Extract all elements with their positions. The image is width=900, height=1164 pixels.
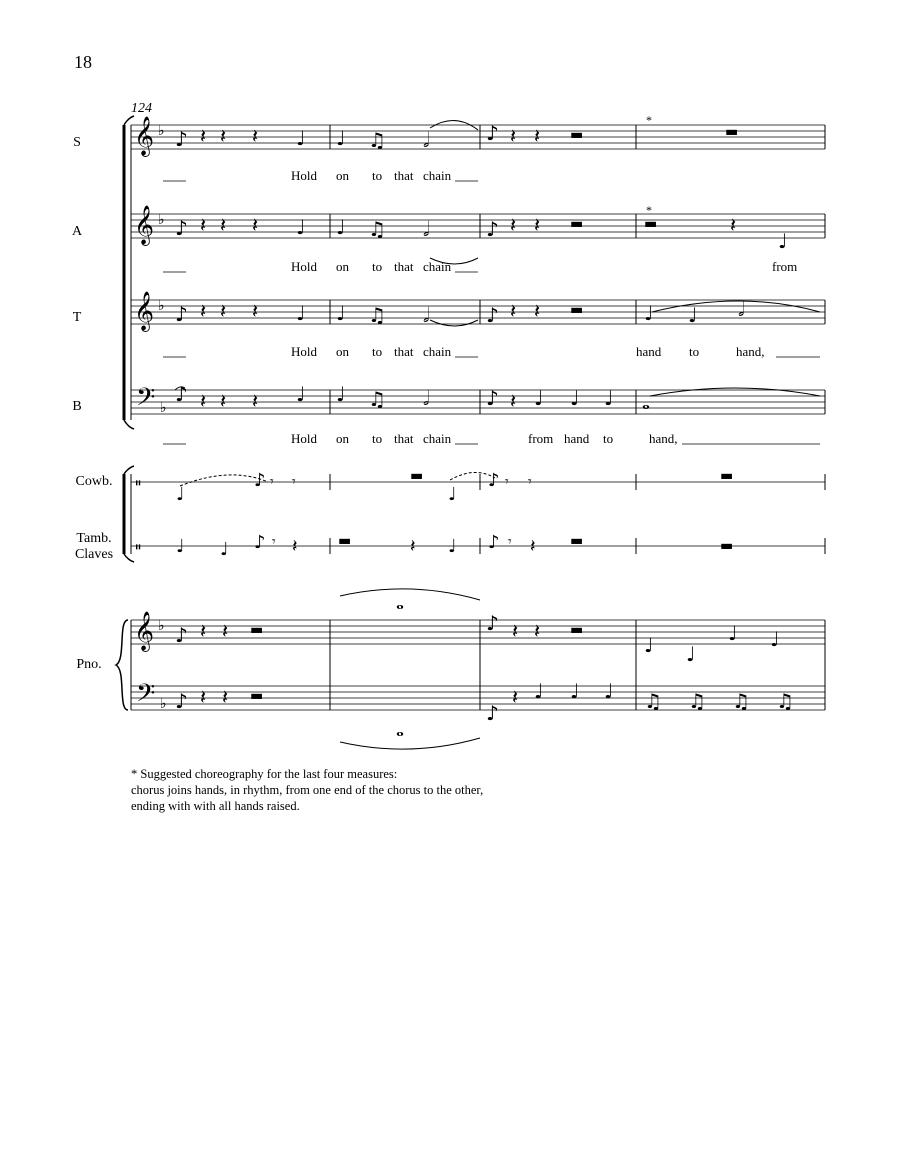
svg-text:♩: ♩ [336, 301, 346, 325]
lyric-bass: that [394, 431, 414, 446]
svg-text:𝅗𝅥: 𝅗𝅥 [423, 386, 430, 410]
staff-alto [131, 214, 825, 238]
part-label-claves: Claves [74, 547, 114, 562]
svg-text:𝄾: 𝄾 [272, 534, 276, 550]
svg-text:♩: ♩ [296, 301, 306, 325]
svg-text:𝄽: 𝄽 [292, 536, 298, 557]
svg-text:♫: ♫ [644, 689, 662, 713]
svg-text:♩: ♩ [296, 126, 306, 150]
lyric-bass: hand, [649, 431, 678, 446]
flat-key-icon: ♭ [158, 298, 165, 314]
svg-text:♩: ♩ [176, 484, 185, 505]
svg-text:𝄽: 𝄽 [534, 124, 541, 148]
bass-clef-icon: 𝄢 [136, 383, 156, 418]
svg-text:𝄽: 𝄽 [534, 619, 541, 643]
svg-text:♩: ♩ [688, 303, 698, 327]
svg-text:♪: ♪ [486, 386, 499, 410]
voice-notes [175, 121, 787, 414]
svg-text:▬: ▬ [725, 124, 739, 140]
svg-text:𝄽: 𝄽 [222, 619, 229, 643]
staff-piano-left [131, 686, 825, 710]
svg-text:𝄽: 𝄽 [220, 299, 227, 323]
svg-text:♩: ♩ [644, 633, 654, 657]
svg-text:𝄾: 𝄾 [508, 534, 512, 550]
lyric-alto: to [372, 259, 383, 274]
svg-text:▬: ▬ [570, 622, 584, 638]
lyric-bass: from [528, 431, 554, 446]
bass-clef-icon: 𝄢 [136, 679, 156, 714]
svg-text:𝄽: 𝄽 [220, 213, 227, 237]
svg-text:𝄽: 𝄽 [512, 619, 519, 643]
svg-text:𝅝: 𝅝 [396, 717, 404, 741]
svg-text:♪: ♪ [486, 217, 499, 241]
piano-brace [116, 620, 128, 710]
lyric-bass: hand [564, 431, 590, 446]
svg-text:♩: ♩ [644, 301, 654, 325]
svg-text:▬: ▬ [570, 127, 584, 143]
svg-text:♪: ♪ [488, 470, 500, 491]
svg-text:𝄽: 𝄽 [200, 619, 207, 643]
lyric-alto: chain [423, 259, 452, 274]
svg-text:♩: ♩ [534, 386, 544, 410]
svg-text:▬: ▬ [338, 533, 352, 549]
lyric-soprano: to [372, 168, 383, 183]
svg-text:▬: ▬ [570, 533, 584, 549]
part-label-cowbell: Cowb. [75, 474, 113, 489]
lyric-soprano: on [336, 168, 349, 183]
lyric-soprano: Hold [291, 168, 317, 183]
svg-text:♩: ♩ [336, 126, 346, 150]
svg-text:♪: ♪ [175, 689, 188, 713]
svg-text:▬: ▬ [720, 538, 734, 554]
staff-bass [131, 390, 825, 414]
svg-text:𝄽: 𝄽 [200, 685, 207, 709]
treble-clef-icon: 𝄞 [134, 205, 155, 245]
svg-text:𝄽: 𝄽 [410, 536, 416, 557]
svg-text:♩: ♩ [296, 382, 306, 406]
flat-key-icon: ♭ [158, 212, 165, 228]
footnote-line: ending with with all hands raised. [131, 799, 300, 813]
part-label-soprano: S [73, 135, 81, 150]
svg-text:𝄽: 𝄽 [252, 213, 259, 237]
svg-text:♪: ♪ [486, 611, 499, 635]
svg-text:𝅗𝅥: 𝅗𝅥 [423, 128, 430, 152]
svg-text:𝄽: 𝄽 [530, 536, 536, 557]
part-label-bass: B [72, 399, 82, 414]
svg-text:♩: ♩ [336, 215, 346, 239]
svg-text:𝅝: 𝅝 [642, 390, 650, 414]
lyric-soprano: chain [423, 168, 452, 183]
svg-text:𝅗𝅥: 𝅗𝅥 [423, 303, 430, 327]
svg-text:♪: ♪ [488, 532, 500, 553]
lyric-bass: Hold [291, 431, 317, 446]
svg-text:𝅝: 𝅝 [396, 590, 404, 614]
svg-text:𝄽: 𝄽 [220, 389, 227, 413]
svg-text:𝄽: 𝄽 [510, 124, 517, 148]
svg-text:♫: ♫ [732, 689, 750, 713]
svg-text:𝄾: 𝄾 [292, 474, 296, 490]
choreography-marker: * [646, 203, 652, 217]
svg-text:▬: ▬ [570, 302, 584, 318]
svg-text:▬: ▬ [720, 468, 734, 484]
svg-text:𝄾: 𝄾 [528, 474, 532, 490]
svg-text:𝄽: 𝄽 [512, 685, 519, 709]
lyric-alto: on [336, 259, 349, 274]
svg-text:▬: ▬ [570, 216, 584, 232]
svg-text:𝄽: 𝄽 [252, 389, 259, 413]
lyric-bass: to [603, 431, 614, 446]
svg-text:♩: ♩ [296, 215, 306, 239]
svg-text:𝄽: 𝄽 [534, 213, 541, 237]
lyric-tenor: that [394, 344, 414, 359]
part-label-tambourine: Tamb. [76, 531, 112, 546]
lyric-tenor: to [372, 344, 383, 359]
svg-text:𝄽: 𝄽 [200, 124, 207, 148]
part-label-alto: A [71, 224, 83, 239]
svg-text:♪: ♪ [175, 382, 188, 406]
footnote-line: chorus joins hands, in rhythm, from one end of the chorus to the other, [131, 783, 484, 797]
svg-text:♩: ♩ [570, 679, 580, 703]
page-number: 18 [74, 52, 92, 72]
svg-text:▬: ▬ [250, 622, 264, 638]
svg-text:♫: ♫ [368, 303, 386, 327]
svg-text:♩: ♩ [336, 382, 346, 406]
svg-text:♫: ♫ [688, 689, 706, 713]
part-label-piano: Pno. [76, 657, 102, 672]
svg-text:♪: ♪ [175, 623, 188, 647]
ties [175, 120, 820, 749]
treble-clef-icon: 𝄞 [134, 611, 155, 651]
lyric-tenor: chain [423, 344, 452, 359]
svg-text:𝄽: 𝄽 [510, 389, 517, 413]
treble-clef-icon: 𝄞 [134, 116, 155, 156]
svg-text:𝄽: 𝄽 [220, 124, 227, 148]
svg-text:𝄽: 𝄽 [510, 299, 517, 323]
svg-text:𝄽: 𝄽 [222, 685, 229, 709]
staff-soprano [131, 125, 825, 149]
svg-text:𝄾: 𝄾 [505, 474, 509, 490]
lyric-tenor: hand [636, 344, 662, 359]
svg-text:𝄽: 𝄽 [200, 389, 207, 413]
svg-text:♪: ♪ [254, 532, 266, 553]
svg-text:♩: ♩ [686, 642, 696, 666]
piano-notes [175, 590, 794, 741]
staff-piano-right [131, 620, 825, 644]
lyric-alto: Hold [291, 259, 317, 274]
svg-text:𝄽: 𝄽 [510, 213, 517, 237]
flat-key-icon: ♭ [158, 618, 165, 634]
lyric-bass: to [372, 431, 383, 446]
svg-text:𝅗𝅥: 𝅗𝅥 [423, 217, 430, 241]
svg-text:▬: ▬ [250, 688, 264, 704]
svg-text:♫: ♫ [776, 689, 794, 713]
flat-key-icon: ♭ [160, 696, 167, 712]
svg-text:𝅗𝅥: 𝅗𝅥 [738, 297, 745, 321]
svg-text:𝄽: 𝄽 [534, 299, 541, 323]
choreography-marker: * [646, 113, 652, 127]
svg-text:▬: ▬ [410, 468, 424, 484]
lyric-soprano: that [394, 168, 414, 183]
footnote [131, 766, 691, 814]
lyric-alto: that [394, 259, 414, 274]
svg-text:♪: ♪ [254, 470, 266, 491]
svg-text:♩: ♩ [448, 536, 457, 557]
svg-text:♪: ♪ [175, 302, 188, 326]
flat-key-icon: ♭ [160, 400, 167, 416]
svg-text:𝄽: 𝄽 [252, 299, 259, 323]
measure-number: 124 [131, 101, 152, 116]
lyric-tenor: Hold [291, 344, 317, 359]
lyric-bass: chain [423, 431, 452, 446]
svg-text:♩: ♩ [570, 386, 580, 410]
lyric-tenor: on [336, 344, 349, 359]
svg-text:♫: ♫ [368, 128, 386, 152]
lyric-bass: on [336, 431, 349, 446]
svg-text:𝄽: 𝄽 [200, 213, 207, 237]
svg-text:𝄽: 𝄽 [252, 124, 259, 148]
svg-text:𝄽: 𝄽 [730, 213, 737, 237]
percussion-clef-icon: 𝄥 [136, 540, 141, 556]
svg-text:♪: ♪ [486, 303, 499, 327]
svg-text:▬: ▬ [644, 216, 658, 232]
svg-text:♩: ♩ [604, 386, 614, 410]
svg-text:♩: ♩ [604, 679, 614, 703]
svg-text:♩: ♩ [728, 621, 738, 645]
svg-text:𝄽: 𝄽 [200, 299, 207, 323]
svg-text:♪: ♪ [486, 701, 499, 725]
svg-text:♫: ♫ [368, 217, 386, 241]
svg-text:♩: ♩ [534, 679, 544, 703]
svg-text:♩: ♩ [770, 627, 780, 651]
svg-text:♩: ♩ [176, 536, 185, 557]
svg-text:♩: ♩ [448, 484, 457, 505]
footnote-line: * Suggested choreography for the last four measures: [131, 767, 398, 781]
lyric-tenor: to [689, 344, 700, 359]
treble-clef-octave-icon: 𝄞 [134, 291, 155, 331]
flat-key-icon: ♭ [158, 123, 165, 139]
part-label-tenor: T [72, 310, 82, 325]
svg-text:♩: ♩ [778, 229, 788, 253]
percussion-clef-icon: 𝄥 [136, 476, 141, 492]
svg-text:♩: ♩ [220, 539, 229, 560]
svg-text:♪: ♪ [175, 216, 188, 240]
lyric-tenor: hand, [736, 344, 765, 359]
lyric-alto: from [772, 259, 798, 274]
svg-text:𝄾: 𝄾 [270, 474, 274, 490]
svg-text:♫: ♫ [368, 387, 386, 411]
svg-text:♪: ♪ [486, 121, 499, 145]
svg-text:♪: ♪ [175, 127, 188, 151]
